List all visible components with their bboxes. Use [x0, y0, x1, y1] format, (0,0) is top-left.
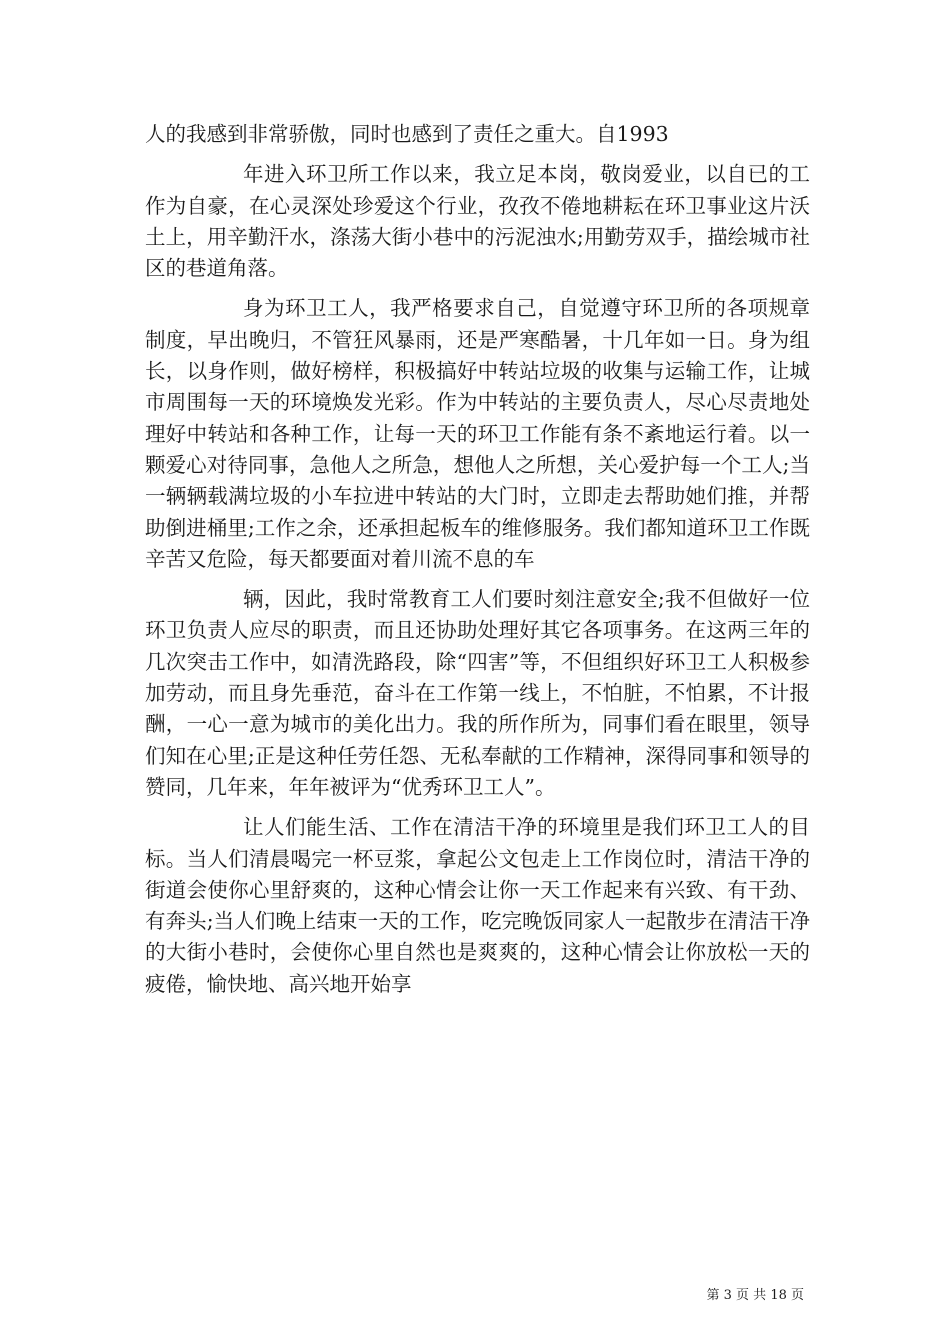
page-number-footer: 第 3 页 共 18 页: [706, 1288, 804, 1303]
paragraph-2: 年进入环卫所工作以来，我立足本岗，敬岗爱业，以自已的工作为自豪，在心灵深处珍爱这个行业，孜孜不倦地耕耘在环卫事业这片沃土上，用辛勤汗水，涤荡大街小巷中的污泥浊水;用勤劳双手，描绘城市社区的巷道角落。: [145, 162, 810, 281]
paragraph-3: 身为环卫工人，我严格要求自己，自觉遵守环卫所的各项规章制度，早出晚归，不管狂风暴雨，还是严寒酷暑，十几年如一日。身为组长，以身作则，做好榜样，积极搞好中转站垃圾的收集与运输工作，让城市周围每一天的环境焕发光彩。作为中转站的主要负责人，尽心尽责地处理好中转站和各种工作，让每一天的环卫工作能有条不紊地运行着。以一颗爱心对待同事，急他人之所急，想他人之所想，关心爱护每一个工人;当一辆辆载满垃圾的小车拉进中转站的大门时，立即走去帮助她们推，并帮助倒进桶里;工作之余，还承担起板车的维修服务。我们都知道环卫工作既辛苦又危险，每天都要面对着川流不息的车: [145, 296, 810, 571]
paragraph-4: 辆，因此，我时常教育工人们要时刻注意安全;我不但做好一位环卫负责人应尽的职责，而且还协助处理好其它各项事务。在这两三年的几次突击工作中，如清洗路段，除“四害”等，不但组织好环卫工人积极参加劳动，而且身先垂范，奋斗在工作第一线上，不怕脏，不怕累，不计报酬，一心一意为城市的美化出力。我的所作所为，同事们看在眼里，领导们知在心里;正是这种任劳任怨、无私奉献的工作精神，深得同事和领导的赞同，几年来，年年被评为“优秀环卫工人”。: [145, 587, 810, 799]
paragraph-1: 人的我感到非常骄傲，同时也感到了责任之重大。自1993: [145, 122, 669, 146]
document-body: [145, 119, 810, 1009]
paragraph-5: 让人们能生活、工作在清洁干净的环境里是我们环卫工人的目标。当人们清晨喝完一杯豆浆，拿起公文包走上工作岗位时，清洁干净的街道会使你心里舒爽的，这种心情会让你一天工作起来有兴致、有干劲、有奔头;当人们晚上结束一天的工作，吃完晚饭同家人一起散步在清洁干净的大街小巷时，会使你心里自然也是爽爽的，这种心情会让你放松一天的疲倦，愉快地、高兴地开始享: [145, 815, 810, 996]
